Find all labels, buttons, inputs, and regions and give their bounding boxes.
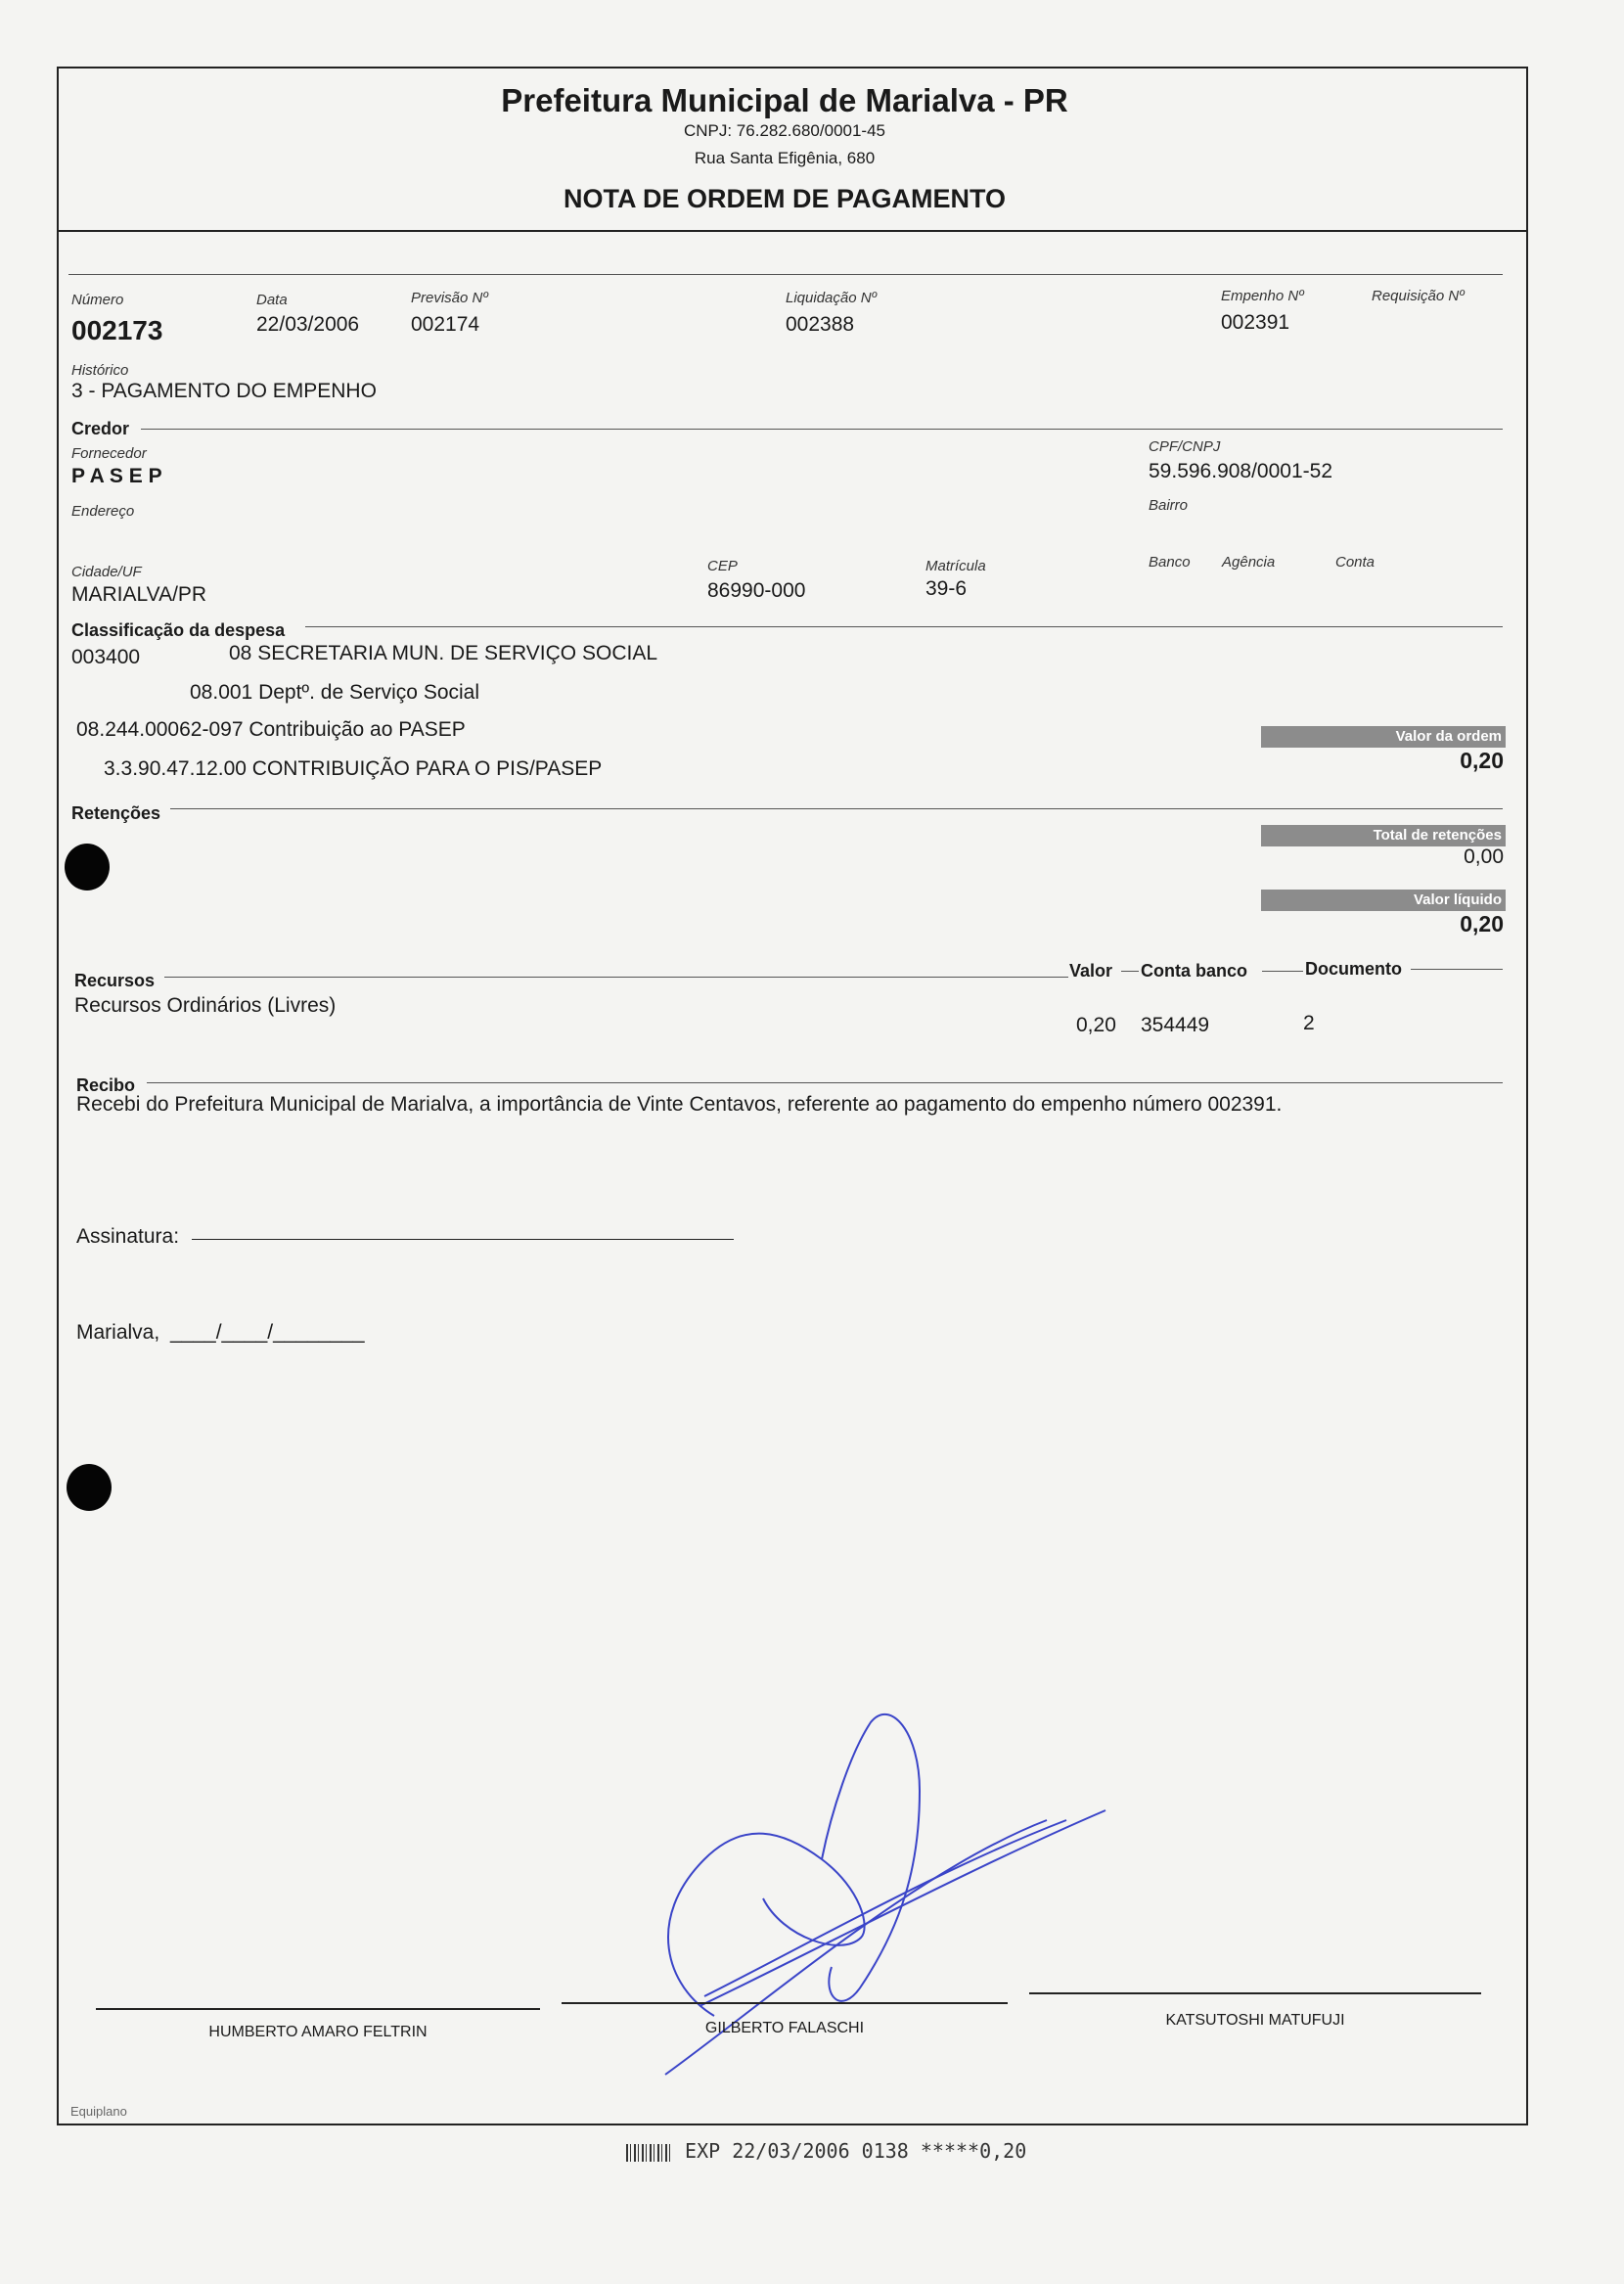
liquidacao-label: Liquidação Nº <box>786 290 878 306</box>
header-cnpj: CNPJ: 76.282.680/0001-45 <box>683 121 886 140</box>
recibo-section-title: Recibo <box>76 1075 136 1095</box>
data-label: Data <box>256 292 288 308</box>
signatory-2: GILBERTO FALASCHI <box>704 2020 865 2036</box>
recursos-valor-label: Valor <box>1069 961 1113 981</box>
cep-label: CEP <box>707 558 738 574</box>
agencia-label: Agência <box>1222 554 1276 571</box>
signature-line-2 <box>562 2002 1008 2004</box>
numero-value: 002173 <box>71 315 163 345</box>
requisicao-label: Requisição Nº <box>1372 288 1465 304</box>
footer-stamp-text: EXP 22/03/2006 0138 *****0,20 <box>685 2139 1027 2163</box>
total-retencoes-value: 0,00 <box>1464 845 1504 868</box>
classificacao-line1: 08 SECRETARIA MUN. DE SERVIÇO SOCIAL <box>229 642 658 664</box>
header-title: Prefeitura Municipal de Marialva - PR <box>501 82 1068 118</box>
cidade-label: Cidade/UF <box>71 564 142 580</box>
local-label: Marialva, <box>76 1321 160 1344</box>
equiplano-brand: Equiplano <box>70 2104 127 2119</box>
info-divider <box>68 274 1503 275</box>
previsao-value: 002174 <box>411 313 480 336</box>
barcode-icon <box>626 2144 673 2162</box>
conta-label: Conta <box>1335 554 1376 571</box>
liquidacao-value: 002388 <box>786 313 855 336</box>
classificacao-divider <box>305 626 1503 627</box>
credor-section-title: Credor <box>71 419 130 438</box>
historico-value: 3 - PAGAMENTO DO EMPENHO <box>71 380 377 402</box>
recursos-documento: 2 <box>1303 1012 1315 1034</box>
historico-label: Histórico <box>71 362 129 379</box>
punch-hole-bottom <box>67 1464 112 1511</box>
cidade-value: MARIALVA/PR <box>71 583 207 606</box>
fornecedor-label: Fornecedor <box>71 445 147 462</box>
previsao-label: Previsão Nº <box>411 290 488 306</box>
endereco-label: Endereço <box>71 503 135 520</box>
cpf-value: 59.596.908/0001-52 <box>1149 460 1333 482</box>
valor-ordem-bar: Valor da ordem <box>1261 726 1506 748</box>
credor-divider <box>141 429 1503 430</box>
date-blank[interactable]: ____/____/________ <box>170 1321 365 1344</box>
classificacao-code: 003400 <box>71 646 141 668</box>
recursos-documento-label: Documento <box>1305 959 1402 979</box>
recursos-section-title: Recursos <box>74 971 156 990</box>
recibo-text: Recebi do Prefeitura Municipal de Marialva, a importância de Vinte Centavos, referente ao pagamento do empenho número 002391. <box>76 1093 1283 1116</box>
retencoes-divider <box>170 808 1503 809</box>
signature-line-3 <box>1029 1992 1481 1994</box>
recursos-divider-4 <box>1411 969 1503 970</box>
recursos-conta: 354449 <box>1141 1014 1210 1036</box>
document-title: NOTA DE ORDEM DE PAGAMENTO <box>563 184 1006 213</box>
assinatura-label: Assinatura: <box>76 1225 180 1248</box>
signature-line-1 <box>96 2008 540 2010</box>
numero-label: Número <box>71 292 124 308</box>
matricula-value: 39-6 <box>925 577 968 600</box>
header-divider <box>57 230 1528 232</box>
signatory-1: HUMBERTO AMARO FELTRIN <box>208 2024 428 2040</box>
signatory-3: KATSUTOSHI MATUFUJI <box>1165 2012 1345 2029</box>
cep-value: 86990-000 <box>707 579 806 602</box>
recibo-divider <box>147 1082 1503 1083</box>
valor-liquido-bar: Valor líquido <box>1261 890 1506 911</box>
assinatura-line[interactable] <box>192 1239 734 1240</box>
banco-label: Banco <box>1149 554 1191 571</box>
classificacao-section-title: Classificação da despesa <box>71 620 286 640</box>
classificacao-line4: 3.3.90.47.12.00 CONTRIBUIÇÃO PARA O PIS/PASEP <box>104 757 603 780</box>
cpf-label: CPF/CNPJ <box>1149 438 1221 455</box>
recursos-conta-label: Conta banco <box>1141 961 1248 981</box>
recursos-text: Recursos Ordinários (Livres) <box>74 994 337 1017</box>
retencoes-section-title: Retenções <box>71 803 161 823</box>
classificacao-line3: 08.244.00062-097 Contribuição ao PASEP <box>76 718 466 741</box>
fornecedor-value: P A S E P <box>71 465 162 487</box>
valor-liquido-value: 0,20 <box>1460 911 1504 936</box>
recursos-divider-2 <box>1121 971 1139 972</box>
total-retencoes-bar: Total de retenções <box>1261 825 1506 846</box>
bairro-label: Bairro <box>1149 497 1189 514</box>
empenho-label: Empenho Nº <box>1221 288 1304 304</box>
recursos-valor: 0,20 <box>1076 1014 1116 1036</box>
recursos-divider-3 <box>1262 971 1303 972</box>
matricula-label: Matrícula <box>925 558 986 574</box>
header-address: Rua Santa Efigênia, 680 <box>694 149 876 167</box>
valor-ordem-value: 0,20 <box>1460 748 1504 773</box>
empenho-value: 002391 <box>1221 311 1290 334</box>
recursos-divider <box>164 977 1068 978</box>
punch-hole-top <box>65 844 110 891</box>
classificacao-line2: 08.001 Deptº. de Serviço Social <box>190 681 480 704</box>
footer-stamp <box>626 2139 1026 2163</box>
data-value: 22/03/2006 <box>256 313 360 336</box>
